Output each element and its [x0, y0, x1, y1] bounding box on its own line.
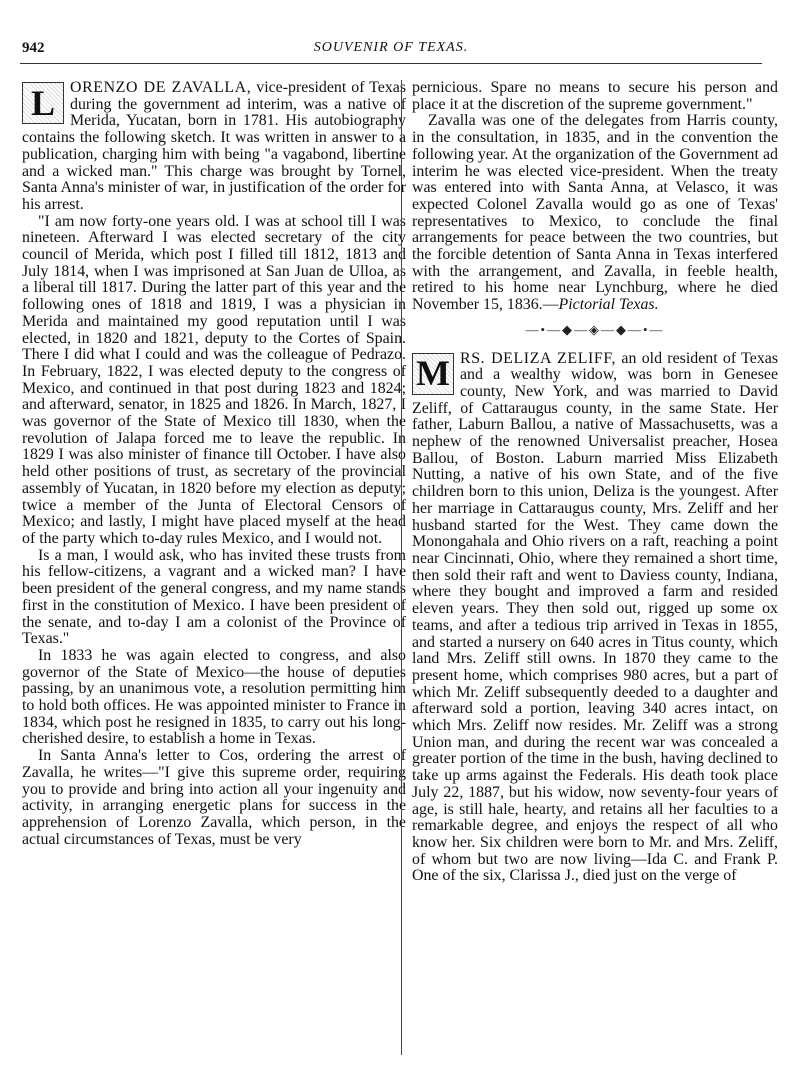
zavalla-name: ORENZO DE ZAVALLA,	[70, 80, 252, 96]
letter-continuation: pernicious. Spare no means to secure his person and place it at the discretion of the supreme government."	[412, 80, 778, 113]
zeliff-text: an old resident of Texas and a wealthy widow, was born in Genesee county, New York, and was married to David Zeliff, of Cattaraugus county, in the same State. Her father, Laburn Ballou, a native of Massachusetts, was a nephew of the renowned Universalist preacher, Hosea Ballou, of Boston. Laburn married Miss Elizabeth Nutting, a native of his own State, and of the five children born to this union, Deliza is the youngest. After her marriage in Cattaraugus county, Mrs. Zeliff and her husband started for the West. They came down the Monongahala and Ohio rivers on a raft, reaching a point near Cincinnati, Ohio, where they remained a short time, then sold their raft and went to Daviess county, Indiana, where they bought and improved a farm and resided eleven years. They then sold out, rigged up some ox teams, and after a tedious trip arrived in Texas in 1855, and started a nursery on 640 acres in Titus county, which land Mrs. Zeliff still owns. In 1870 they came to the present home, which comprises 980 acres, but a part of which Mr. Zeliff subsequently deeded to a daughter and afterward sold a portion, leaving 340 acres intact, on which Mrs. Zeliff now resides. Mr. Zeliff was a strong Union man, and during the recent war was concealed a greater portion of the time in the bush, having declined to take up arms against the Federals. His death took place July 22, 1887, but his widow, now seventy-four years of age, is still hale, hearty, and retains all her faculties to a remarkable degree, and enjoys the respect of all who know her. Six children were born to Mr. and Mrs. Zeliff, of whom but two are now living—Ida C. and Frank P. One of the six, Clarissa J., died just on the verge of	[412, 349, 778, 885]
section-ornament: —•—◆—◈—◆—•—	[525, 321, 665, 337]
column-divider	[401, 80, 402, 1055]
zavalla-later-life-text: Zavalla was one of the delegates from Harris county, in the consultation, in 1835, and in the convention the following year. At the organization of the Government ad interim he was elected vice-president. When the treaty was entered into with Santa Anna, at Velasco, it was expected Colonel Zavalla would go as one of Texas' representatives to Mexico, to conclude the final arrangements for peace between the two countries, but the forcible detention of Santa Anna in Texas interfered with the arrangement, and Zavalla, in feeble health, retired to his home near Lynchburg, where he died November 15, 1836.—	[412, 112, 778, 314]
congress-paragraph: In 1833 he was again elected to congress, and also governor of the State of Mexico—the house of deputies passing, by an unanimous vote, a resolution permitting him to hold both offices. He was appointed minister to France in 1834, which post he resigned in 1835, to carry out his long-cherished desire, to establish a home in Texas.	[22, 646, 406, 748]
santa-anna-letter-paragraph: In Santa Anna's letter to Cos, ordering the arrest of Zavalla, he writes—"I give this supreme order, requiring you to provide and bring into action all your ingenuity and activity, in arranging energetic plans for success in the apprehension of Lorenzo Zavalla, which person, in the actual circumstances of Texas, must be very	[22, 747, 406, 848]
running-head: SOUVENIR OF TEXAS.	[313, 40, 469, 55]
zavalla-later-life-paragraph	[412, 113, 778, 313]
source-citation: Pictorial Texas.	[558, 296, 659, 314]
autobiography-paragraph-2: Is a man, I would ask, who has invited these trusts from his fellow-citizens, a vagrant and a wicked man? I have been president of the general congress, and my name stands first in the constitution of Mexico. I have been president of the senate, and to-day I am a colonist of the Province of Texas."	[22, 546, 406, 648]
zavalla-drop-cap: L	[22, 82, 64, 124]
left-column	[22, 80, 406, 1055]
zeliff-drop-cap: M	[412, 353, 454, 395]
autobiography-paragraph-1: "I am now forty-one years old. I was at school till I was nineteen. Afterward I was elected secretary of the city council of Merida, which post I filled till 1812, 1813 and July 1814, when I was imprisoned at San Juan de Ulloa, as a liberal till 1817. During the latter part of this year and the following ones of 1818 and 1819, I was a physician in Merida and maintained my good reputation until I was elected, in 1820 and 1821, deputy to the Cortes of Spain. There I did what I could and was the colleague of Pedrazo. In February, 1822, I was elected deputy to the congress of Mexico, and continued in that post during 1823 and 1824; and afterward, senator, in 1825 and 1826. In March, 1827, I was governor of the State of Mexico till 1830, when the revolution of Jalapa forced me to leave the republic. In 1829 I was also minister of finance till October. I have also held other positions of trust, as secretary of the provincial assembly of Yucatan, in 1820 before my election as deputy; twice a member of the Junta of Electoral Censors of Mexico; and lastly, I might have placed myself at the head of the party which to-day rules Mexico, and I would not.	[22, 212, 406, 547]
header-rule	[20, 63, 762, 64]
zavalla-intro-paragraph	[22, 80, 406, 214]
zeliff-paragraph	[412, 351, 778, 886]
page-header	[22, 40, 760, 60]
right-column	[412, 80, 778, 1055]
page-number: 942	[22, 40, 45, 56]
zavalla-intro-text: vice-president of Texas during the government ad interim, was a native of Merida, Yucatan, born in 1781. His autobiography contains the following sketch. It was written in answer to a publication, charging him with being "a vagabond, libertine and a wicked man." This charge was brought by Tornel, Santa Anna's minister of war, in justification of the order for his arrest.	[22, 80, 406, 213]
zeliff-name: RS. DELIZA ZELIFF,	[460, 349, 617, 367]
